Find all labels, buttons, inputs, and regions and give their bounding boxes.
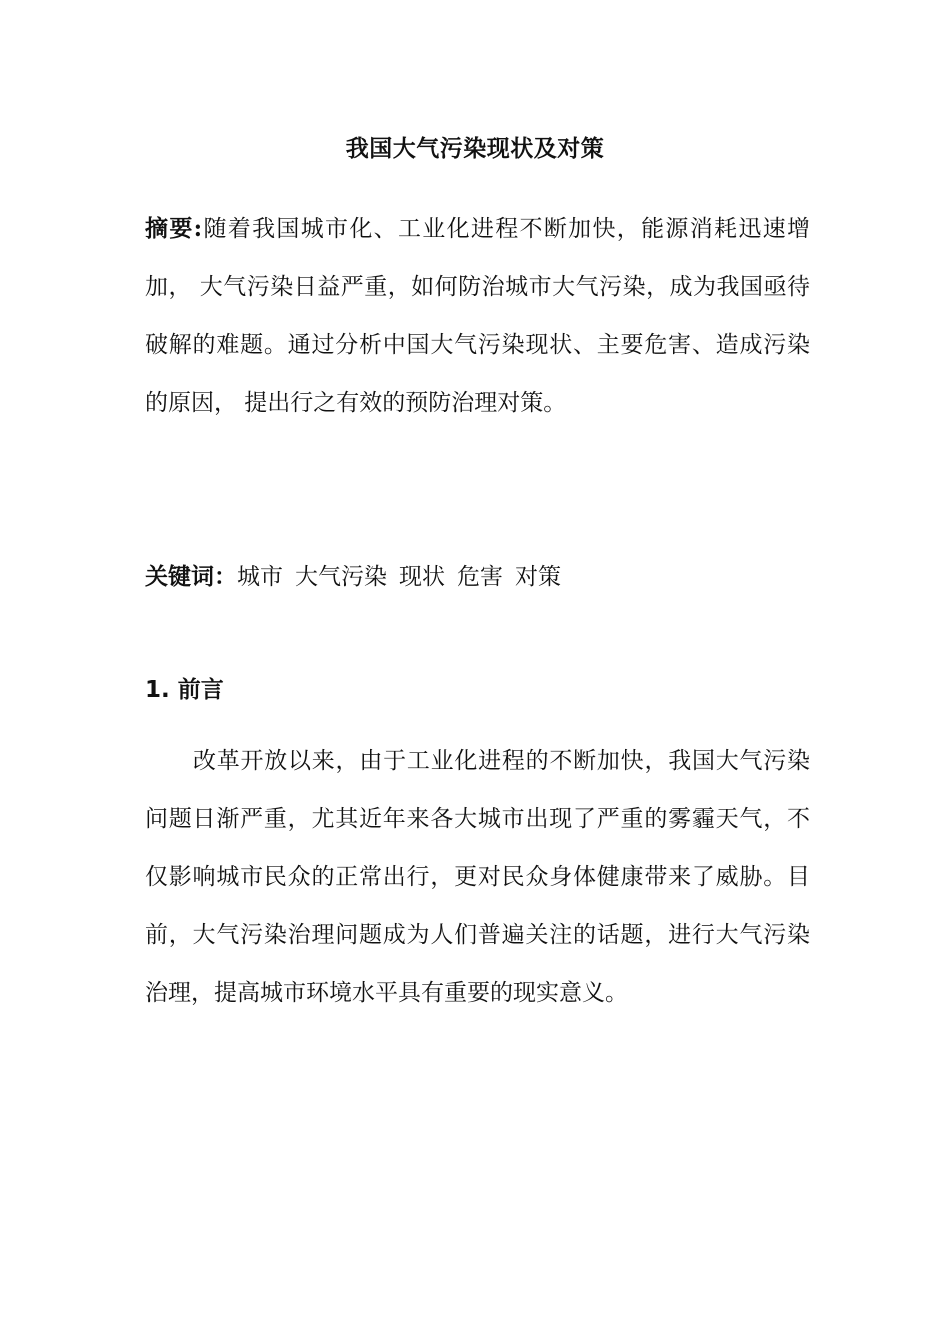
abstract-paragraph bbox=[145, 200, 810, 432]
keyword: 危害 bbox=[457, 564, 503, 590]
intro-paragraph: 改革开放以来，由于工业化进程的不断加快，我国大气污染问题日渐严重，尤其近年来各大城市出现了严重的雾霾天气，不仅影响城市民众的正常出行，更对民众身体健康带来了威胁。目前，大气污染治理问题成为人们普遍关注的话题，进行大气污染治理，提高城市环境水平具有重要的现实意义。 bbox=[145, 748, 810, 1006]
keyword: 现状 bbox=[399, 564, 445, 590]
keyword: 对策 bbox=[515, 564, 561, 590]
keywords-line bbox=[145, 548, 810, 606]
section-heading-intro: 1. 前言 bbox=[145, 677, 224, 703]
keyword: 大气污染 bbox=[295, 564, 387, 590]
keywords-label: 关键词： bbox=[145, 563, 237, 590]
abstract-text: 随着我国城市化、工业化进程不断加快，能源消耗迅速增加， 大气污染日益严重，如何防治城市大气污染，成为我国亟待破解的难题。通过分析中国大气污染现状、主要危害、造成污染的原因， 提出行之有效的预防治理对策。 bbox=[145, 216, 810, 416]
document-title: 我国大气污染现状及对策 bbox=[345, 135, 605, 162]
keyword: 城市 bbox=[237, 564, 283, 590]
abstract-label: 摘要: bbox=[145, 215, 203, 242]
